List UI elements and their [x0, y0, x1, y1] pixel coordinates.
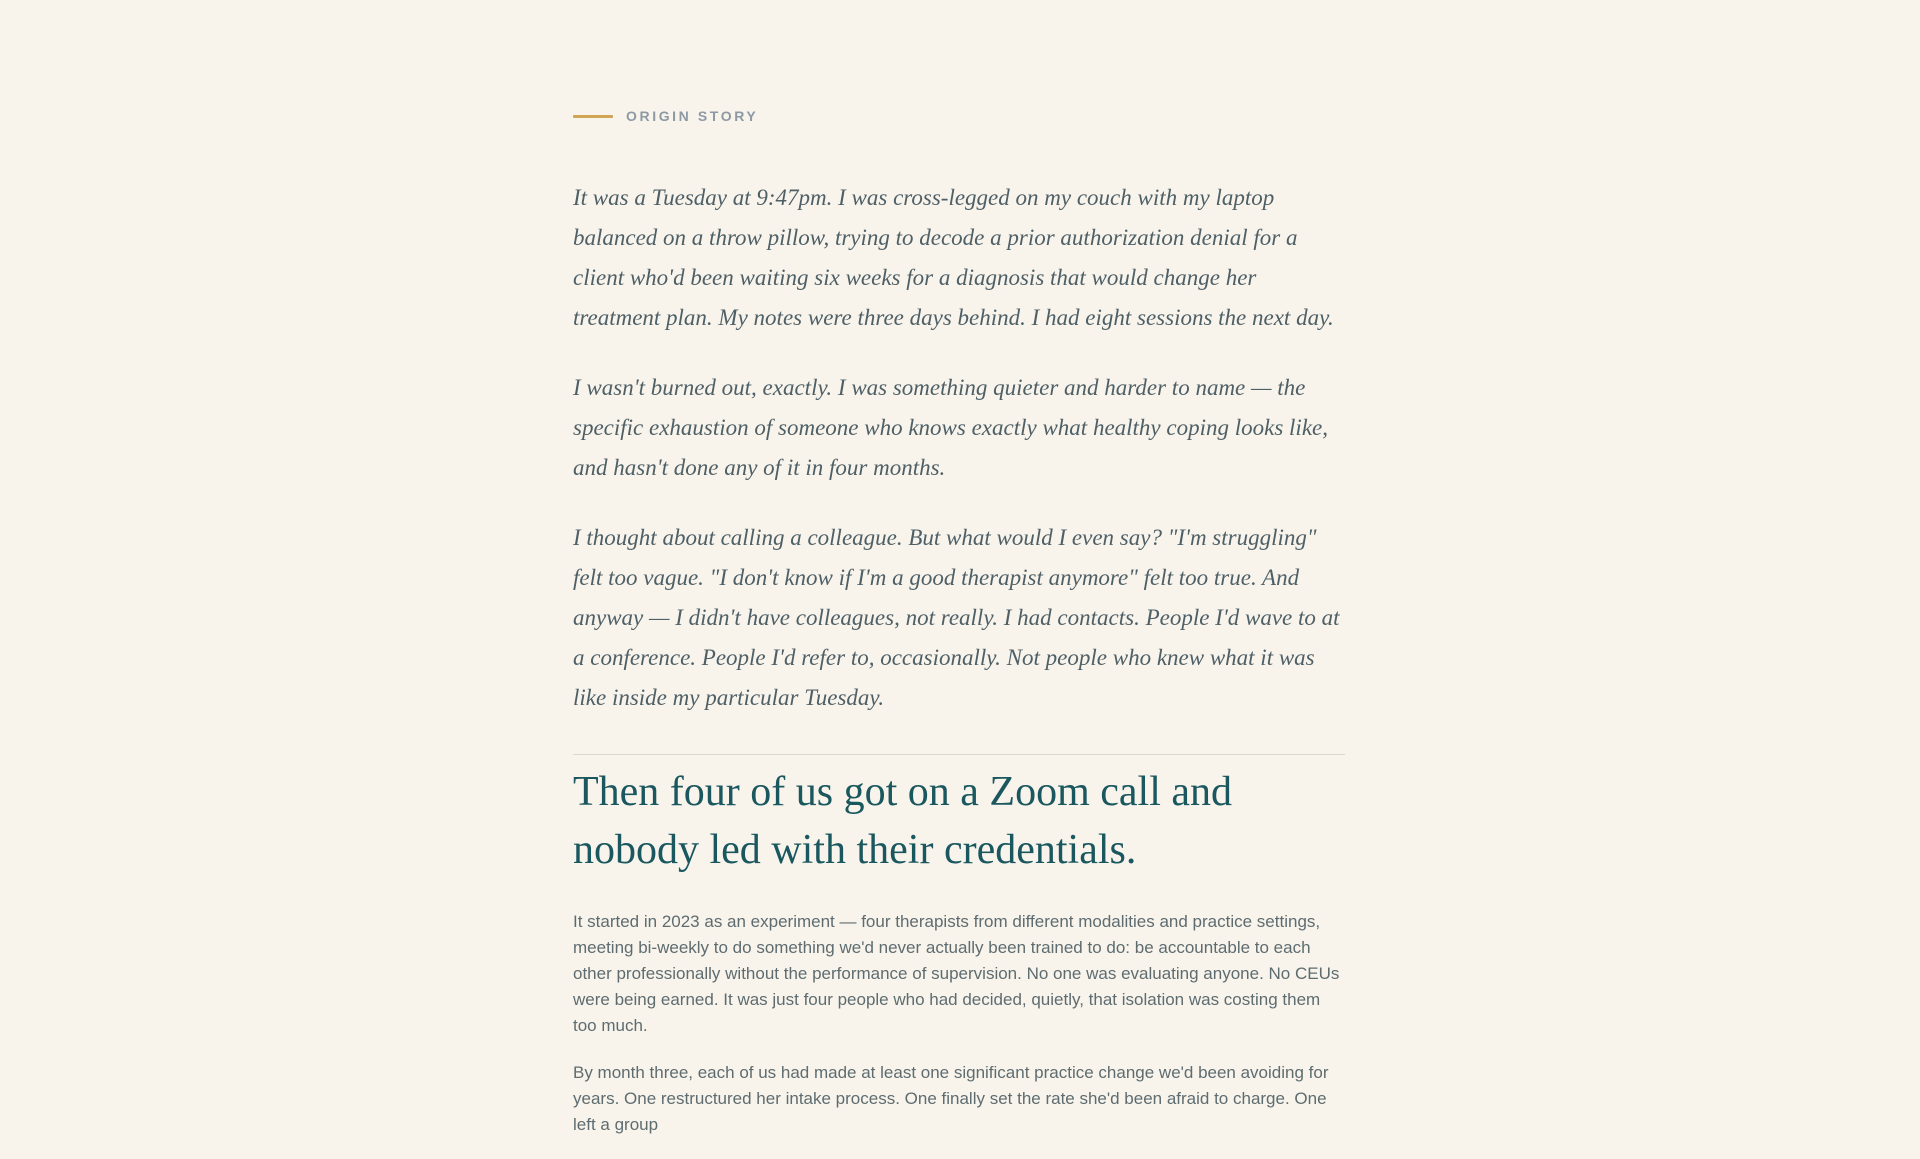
lede-paragraph-3: I thought about calling a colleague. But what would I even say? "I'm struggling" felt too vague. "I don't know if I'm a good therapist anymore" felt too true. And anyway — I didn't have colleagues, not really. I had contacts. People I'd wave to at a conference. People I'd refer to, occasionally. Not people who knew what it was like inside my particular Tuesday. — [573, 525, 1340, 710]
lede-paragraph-1: It was a Tuesday at 9:47pm. I was cross-legged on my couch with my laptop balanced on a throw pillow, trying to decode a prior authorization denial for a client who'd been waiting six weeks for a diagnosis that would change her treatment plan. My notes were three days behind. I had eight sessions the next day. — [573, 185, 1334, 330]
lede-paragraphs — [573, 178, 1345, 718]
body-paragraphs — [573, 909, 1345, 1138]
section-divider — [573, 754, 1345, 755]
eyebrow — [573, 108, 1345, 124]
lede-paragraph-2: I wasn't burned out, exactly. I was something quieter and harder to name — the specific exhaustion of someone who knows exactly what healthy coping looks like, and hasn't done any of it in four months. — [573, 375, 1328, 480]
body-paragraph-2: By month three, each of us had made at least one significant practice change we'd been avoiding for years. One restructured her intake process. One finally set the rate she'd been afraid to charge. One left a group — [573, 1063, 1329, 1134]
accent-dash — [573, 115, 613, 118]
article-column — [573, 108, 1345, 1159]
section-heading: Then four of us got on a Zoom call and nobody led with their credentials. — [573, 769, 1232, 873]
body-paragraph-1: It started in 2023 as an experiment — four therapists from different modalities and practice settings, meeting bi-weekly to do something we'd never actually been trained to do: be accountable to each other professionally without the performance of supervision. No one was evaluating anyone. No CEUs were being earned. It was just four people who had decided, quietly, that isolation was costing them too much. — [573, 912, 1340, 1035]
eyebrow-label: ORIGIN STORY — [626, 108, 759, 124]
